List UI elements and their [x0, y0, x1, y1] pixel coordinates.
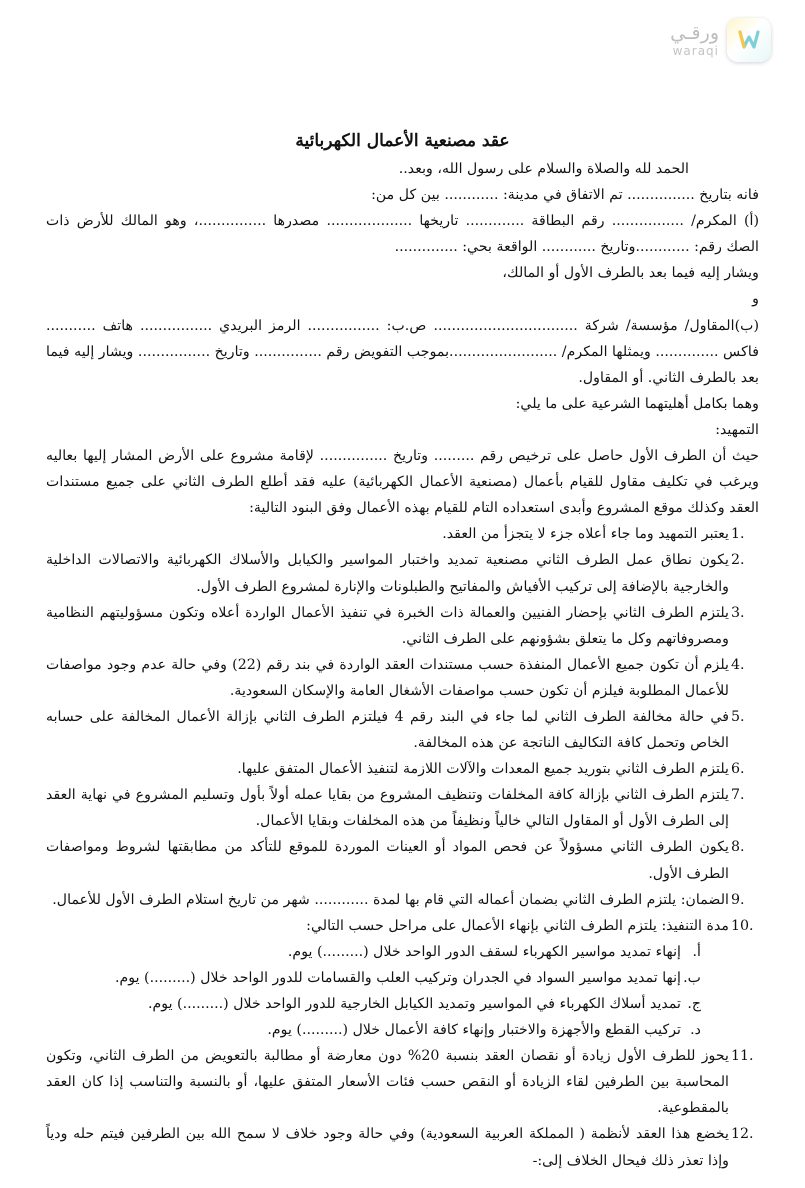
- execution-phases: [46, 939, 729, 1043]
- clause-text: يلتزم الطرف الثاني بإزالة كافة المخلفات وتنظيف المشروع من بقايا عمله أولاً بأول وتسليم المشروع في نهاية العقد إلى الطرف الأول أو المقاول التالي خالياً ونظيفاً من هذه المخلفات وبقايا الأعمال.: [46, 787, 729, 830]
- phase-item: [46, 1017, 701, 1043]
- clause-number: 10.: [731, 917, 754, 934]
- clause-item: [46, 704, 759, 756]
- clause-text: يكون الطرف الثاني مسؤولاً عن فحص المواد أو العينات الموردة للموقع للتأكد من مطابقتها لشروط ومواصفات الطرف الأول.: [46, 839, 729, 882]
- clause-item: [46, 547, 759, 599]
- clause-text: الضمان: يلتزم الطرف الثاني بضمان أعماله التي قام بها لمدة ............ شهر من تاريخ استلام الطرف الأول للأعمال.: [52, 891, 729, 908]
- waraqi-logo-mark-icon: [727, 18, 771, 62]
- clause-text: يلتزم الطرف الثاني بإحضار الفنيين والعمالة ذات الخبرة في تنفيذ الأعمال الواردة أعلاه وتكون مسؤوليتهم النظامية ومصروفاتهم وكل ما يتعلق بشؤونهم على الطرف الثاني.: [46, 604, 729, 647]
- phase-item: [46, 965, 701, 991]
- clause-number: 3.: [731, 604, 745, 621]
- clause-number: 6.: [731, 761, 745, 778]
- clause-number: 9.: [731, 891, 745, 908]
- first-party-details: (أ) المكرم/ ................ رقم البطاقة ............. تاريخها ................... مصدرها ...............، وهو المالك للأرض ذات الصك رقم: ............وتاريخ ............ الواقعة بحي: ..............: [46, 213, 759, 256]
- waraqi-logo: [670, 18, 771, 62]
- document-title: عقد مصنعية الأعمال الكهربائية: [295, 131, 510, 151]
- clause-item: [46, 756, 759, 782]
- clause-text: مدة التنفيذ: يلتزم الطرف الثاني بإنهاء الأعمال على مراحل حسب التالي:: [306, 917, 729, 934]
- clause-item: [46, 834, 759, 886]
- clause-number: 1.: [731, 526, 745, 543]
- clause-number: 4.: [731, 656, 745, 673]
- opening-praise: الحمد لله والصلاة والسلام على رسول الله، وبعد..: [398, 161, 689, 177]
- clause-number: 8.: [731, 839, 745, 856]
- clause-number: 7.: [731, 787, 745, 804]
- phase-item: [46, 991, 701, 1017]
- eligibility-line: وهما بكامل أهليتهما الشرعية على ما يلي:: [515, 395, 759, 412]
- clause-item: [46, 600, 759, 652]
- phase-letter: ب.: [683, 969, 701, 986]
- clause-item: [46, 652, 759, 704]
- logo-latin-text: waraqi: [672, 43, 719, 58]
- phase-letter: د.: [690, 1022, 701, 1039]
- clause-item: [46, 782, 759, 834]
- contract-clauses: [46, 521, 759, 1173]
- clause-text: يلزم أن تكون جميع الأعمال المنفذة حسب مستندات العقد الواردة في بند رقم (22) وفي حالة عدم وجود مواصفات للأعمال المطلوبة فيلزم أن تكون حسب مواصفات الأشغال العامة والإسكان السعودية.: [46, 656, 729, 699]
- clause-text: يلتزم الطرف الثاني بتوريد جميع المعدات والآلات اللازمة لتنفيذ الأعمال المتفق عليها.: [237, 761, 729, 778]
- phase-text: إنهاء تمديد مواسير الكهرباء لسقف الدور الواحد خلال (.........) يوم.: [287, 943, 681, 960]
- clause-number: 12.: [731, 1126, 754, 1143]
- clause-text: في حالة مخالفة الطرف الثاني لما جاء في البند رقم 4 فيلتزم الطرف الثاني بإزالة الأعمال المخالفة على حسابه الخاص وتحمل كافة التكاليف الناتجة عن هذه المخالفة.: [46, 708, 730, 752]
- clause-item: [46, 913, 759, 1043]
- contract-document: [46, 126, 759, 1174]
- clause-item: [46, 1121, 759, 1173]
- agreement-date-line: فانه بتاريخ ............... تم الاتفاق في مدينة: ............ بين كل من:: [371, 187, 759, 204]
- clause-item: [46, 521, 759, 547]
- second-party-details: (ب)المقاول/ مؤسسة/ شركة ................................ ص.ب: ................ الرمز البريدي ................ هاتف ........... فاكس .............. ويمثلها المكرم/ ........................بموجب التفويض رقم ............... وتاريخ ................ ويشار إليه فيما بعد بالطرف الثاني. أو المقاول.: [46, 317, 759, 386]
- phase-letter: ج.: [687, 996, 701, 1012]
- clause-number: 5.: [731, 708, 745, 725]
- conjunction-line: و: [752, 291, 759, 308]
- logo-text: [670, 21, 719, 58]
- phase-text: تركيب القطع والأجهزة والاختبار وإنهاء كافة الأعمال خلال (.........) يوم.: [267, 1022, 681, 1039]
- phase-item: [46, 939, 701, 965]
- clause-text: يعتبر التمهيد وما جاء أعلاه جزء لا يتجزأ من العقد.: [442, 526, 729, 543]
- phase-letter: أ.: [692, 943, 701, 960]
- clause-text: يكون نطاق عمل الطرف الثاني مصنعية تمديد واختبار المواسير والكيابل والأسلاك الكهربائية والاتصالات الداخلية والخارجية بالإضافة إلى تركيب الأفياش والمفاتيح والطبلونات والإنارة لمشروع الطرف الأول.: [46, 552, 729, 595]
- phase-text: تمديد أسلاك الكهرباء في المواسير وتمديد الكيابل الخارجية للدور الواحد خلال (.........) يوم.: [147, 996, 681, 1012]
- clause-number: 11.: [731, 1048, 754, 1065]
- clause-text: يحوز للطرف الأول زيادة أو نقصان العقد بنسبة 20% دون معارضة أو مطالبة بالتعويض من الطرف الثاني، وتكون المحاسبة بين الطرفين لقاء الزيادة أو النقص حسب فئات الأسعار المتفق عليها، أو بالنسبة والتناسب إذا كان العقد بالمقطوعية.: [46, 1048, 729, 1117]
- clause-number: 2.: [731, 552, 745, 569]
- clause-text: يخضع هذا العقد لأنظمة ( المملكة العربية السعودية) وفي حالة وجود خلاف لا سمح الله بين الطرفين فيتم حله ودياً وإذا تعذر ذلك فيحال الخلاف إلى:-: [46, 1126, 729, 1169]
- clause-item: [46, 887, 759, 913]
- clause-item: [46, 1043, 759, 1121]
- logo-arabic-text: ورقـي: [670, 21, 719, 44]
- preamble-heading: التمهيد:: [715, 421, 759, 438]
- first-party-reference: ويشار إليه فيما بعد بالطرف الأول أو المالك،: [502, 265, 759, 282]
- phase-text: إنها تمديد مواسير السواد في الجدران وتركيب العلب والقسامات للدور الواحد خلال (.........) يوم.: [114, 969, 681, 986]
- preamble-text: حيث أن الطرف الأول حاصل على ترخيص رقم ......... وتاريخ ............... لإقامة مشروع على الأرض المشار إليها بعاليه ويرغب في تكليف مقاول للقيام بأعمال (مصنعية الأعمال الكهربائية) عليه فقد أطلع الطرف الثاني على جميع مستندات العقد وكذلك موقع المشروع وأبدى استعداده التام للقيام بهذه الأعمال وفق البنود التالية:: [46, 448, 759, 517]
